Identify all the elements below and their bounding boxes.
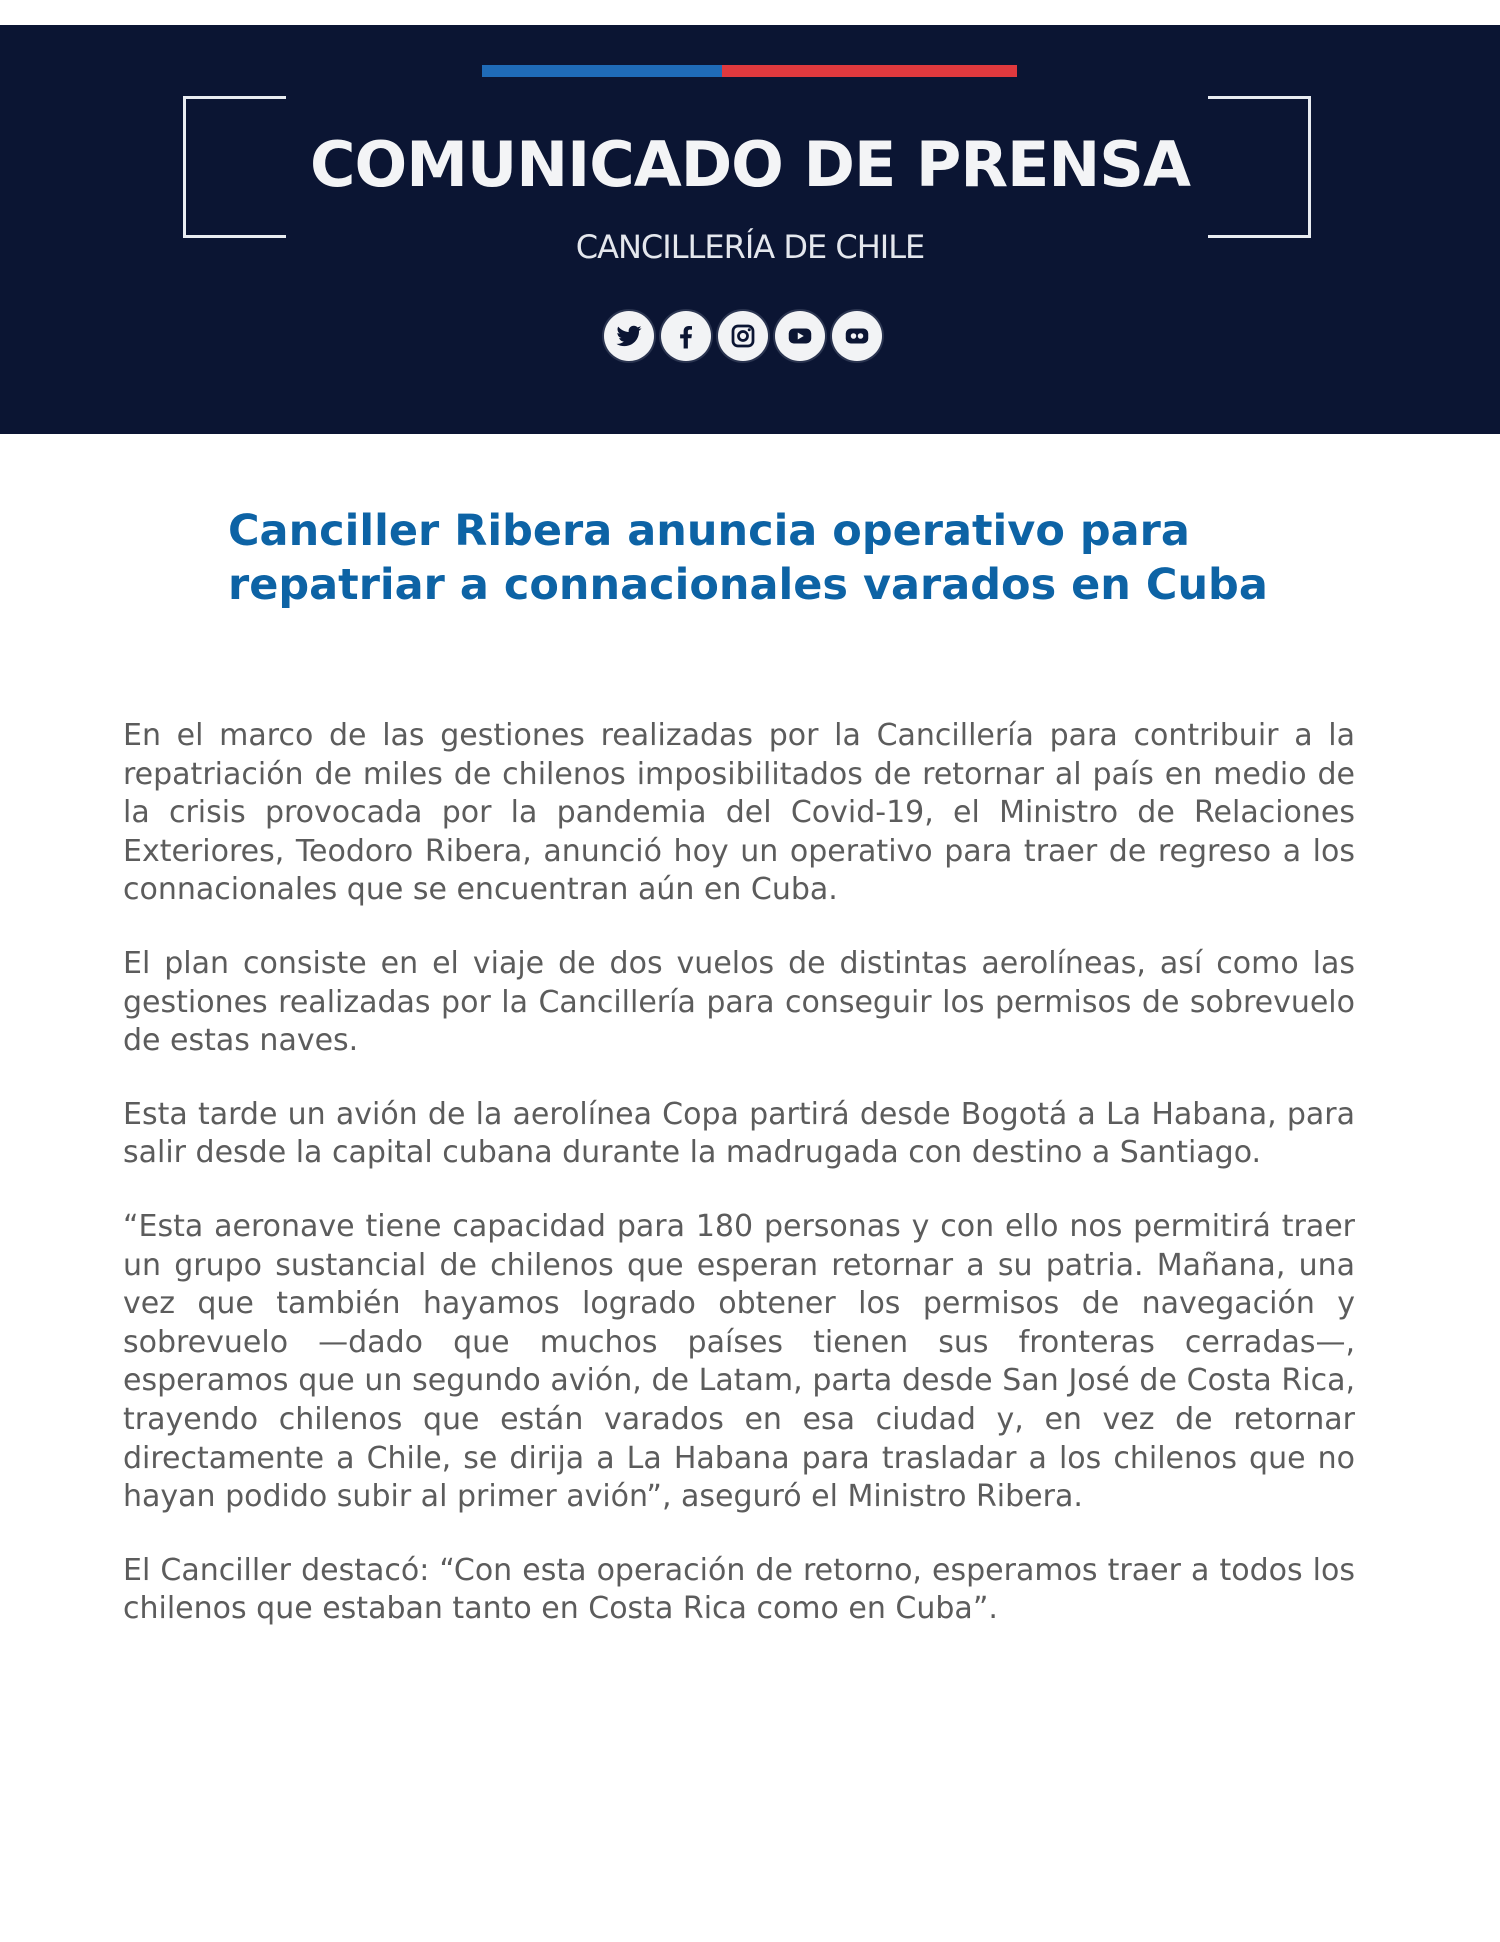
paragraph-3: Esta tarde un avión de la aerolínea Copa partirá desde Bogotá a La Habana, para salir desde la capital cubana durante la madrugada con destino a Santiago. — [123, 1096, 1355, 1171]
banner-subtitle: CANCILLERÍA DE CHILE — [575, 228, 925, 266]
flag-stripe-blue — [482, 65, 722, 77]
banner-title: COMUNICADO DE PRENSA — [310, 128, 1190, 201]
social-links — [604, 311, 889, 361]
paragraph-2: El plan consiste en el viaje de dos vuelos de distintas aerolíneas, así como las gestiones realizadas por la Cancillería para conseguir los permisos de sobrevuelo de estas naves. — [123, 945, 1355, 1059]
flag-stripe — [482, 65, 1017, 77]
paragraph-4: “Esta aeronave tiene capacidad para 180 personas y con ello nos permitirá traer un grupo sustancial de chilenos que esperan retornar a su patria. Mañana, una vez que también hayamos logrado obtener los permisos de navegación y sobrevuelo —dado que muchos países tienen sus fronteras cerradas—, esperamos que un segundo avión, de Latam, parta desde San José de Costa Rica, trayendo chilenos que están varados en esa ciudad y, en vez de retornar directamente a Chile, se dirija a La Habana para trasladar a los chilenos que no hayan podido subir al primer avión”, aseguró el Ministro Ribera. — [123, 1208, 1355, 1515]
article-body — [123, 717, 1355, 1664]
headline-line-1: Canciller Ribera anuncia operativo para — [228, 506, 1190, 556]
headline-line-2: repatriar a connacionales varados en Cuba — [228, 560, 1268, 610]
flickr-icon[interactable] — [832, 311, 882, 361]
paragraph-5: El Canciller destacó: “Con esta operación de retorno, esperamos traer a todos los chilenos que estaban tanto en Costa Rica como en Cuba”. — [123, 1552, 1355, 1627]
facebook-icon[interactable] — [661, 311, 711, 361]
instagram-icon[interactable] — [718, 311, 768, 361]
twitter-icon[interactable] — [604, 311, 654, 361]
youtube-icon[interactable] — [775, 311, 825, 361]
press-release-banner — [0, 25, 1500, 434]
flag-stripe-red — [722, 65, 1017, 77]
paragraph-1: En el marco de las gestiones realizadas por la Cancillería para contribuir a la repatriación de miles de chilenos imposibilitados de retornar al país en medio de la crisis provocada por la pandemia del Covid-19, el Ministro de Relaciones Exteriores, Teodoro Ribera, anunció hoy un operativo para traer de regreso a los connacionales que se encuentran aún en Cuba. — [123, 718, 1355, 908]
article-headline — [228, 504, 1328, 612]
